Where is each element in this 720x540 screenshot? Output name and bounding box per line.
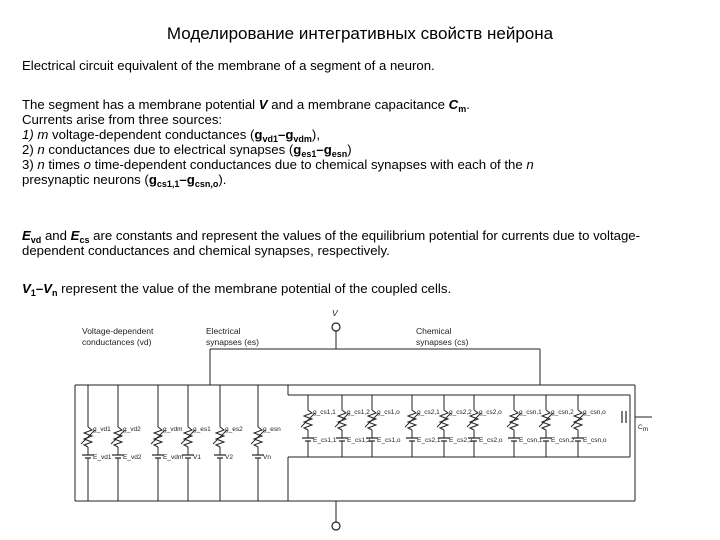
cs-e-label-4: E_cs2,2: [449, 437, 473, 444]
cs-e-label-0: E_cs1,1: [313, 437, 337, 444]
es-e-label-0: V1: [193, 454, 201, 461]
circuit-branches: [81, 385, 626, 501]
vd-g-label-2: g_vdm: [163, 426, 183, 433]
coupled-cells-text: $V_1-V_n$ represent the value of the membrane potential of the coupled cells.: [22, 281, 452, 298]
vd-group-label-2: conductances (vd): [82, 337, 152, 347]
segment-line-1: The segment has a membrane potential V and a membrane capacitance $C_m$.: [22, 97, 470, 114]
cs-g-label-3: g_cs2,1: [417, 409, 440, 416]
cs-e-label-7: E_csn,2: [551, 437, 575, 444]
es-g-label-0: g_es1: [193, 426, 211, 433]
segment-line-2: Currents arise from three sources:: [22, 112, 223, 127]
cs-g-label-8: g_csn,o: [583, 409, 606, 416]
cs-g-label-0: g_cs1,1: [313, 409, 336, 416]
es-e-label-2: Vn: [263, 454, 271, 461]
node-v-label: V: [332, 308, 338, 318]
vd-e-label-0: E_vd1: [93, 454, 112, 461]
vd-g-label-1: g_vd2: [123, 426, 141, 433]
cs-g-label-5: g_cs2,o: [479, 409, 502, 416]
es-group-label-1: Electrical: [206, 326, 241, 336]
equilibrium-text: $E_{vd}$ and $E_{cs}$ are constants and represent the values of the equilibrium potential for currents due to voltage-dependent conductances and chemical synapses, respectively.: [22, 228, 641, 258]
vd-group-label-1: Voltage-dependent: [82, 326, 154, 336]
vd-g-label-0: g_vd1: [93, 426, 111, 433]
cs-e-label-8: E_csn,o: [583, 437, 607, 444]
source-item-3-cont: presynaptic neurons $(g_{cs1,1}-g_{csn,o})$.: [22, 172, 227, 189]
cs-g-label-6: g_csn,1: [519, 409, 542, 416]
slide-title: Моделирование интегративных свойств нейрона: [166, 24, 554, 43]
cs-g-label-2: g_cs1,o: [377, 409, 400, 416]
cs-g-label-4: g_cs2,2: [449, 409, 472, 416]
cs-e-label-3: E_cs2,1: [417, 437, 441, 444]
es-group-label-2: synapses (es): [206, 337, 259, 347]
cap-label: Cm: [638, 424, 649, 433]
vd-e-label-2: E_vdm: [163, 454, 184, 461]
source-item-2: 2) n conductances due to electrical synapses $(g_{es1}-g_{esn})$: [22, 142, 352, 159]
cs-g-label-7: g_csn,2: [551, 409, 574, 416]
source-item-1: 1) m voltage-dependent conductances $(g_{vd1}-g_{vdm})$,: [22, 127, 320, 144]
es-g-label-2: g_esn: [263, 426, 281, 433]
cs-group-label-2: synapses (cs): [416, 337, 469, 347]
cs-e-label-6: E_csn,1: [519, 437, 543, 444]
cs-e-label-2: E_cs1,o: [377, 437, 401, 444]
source-item-3: 3) n times o time-dependent conductances due to chemical synapses with each of the n: [22, 157, 534, 172]
cs-g-label-1: g_cs1,2: [347, 409, 370, 416]
node-v-terminal: [332, 323, 340, 331]
es-g-label-1: g_es2: [225, 426, 243, 433]
vd-e-label-1: E_vd2: [123, 454, 142, 461]
membrane-circuit-diagram: [60, 305, 660, 535]
intro-text: Electrical circuit equivalent of the membrane of a segment of a neuron.: [22, 58, 435, 73]
cs-e-label-1: E_cs1,2: [347, 437, 371, 444]
ground-terminal: [332, 522, 340, 530]
cs-group-label-1: Chemical: [416, 326, 452, 336]
es-e-label-1: V2: [225, 454, 233, 461]
cs-e-label-5: E_cs2,o: [479, 437, 503, 444]
segment-description: [22, 97, 702, 187]
